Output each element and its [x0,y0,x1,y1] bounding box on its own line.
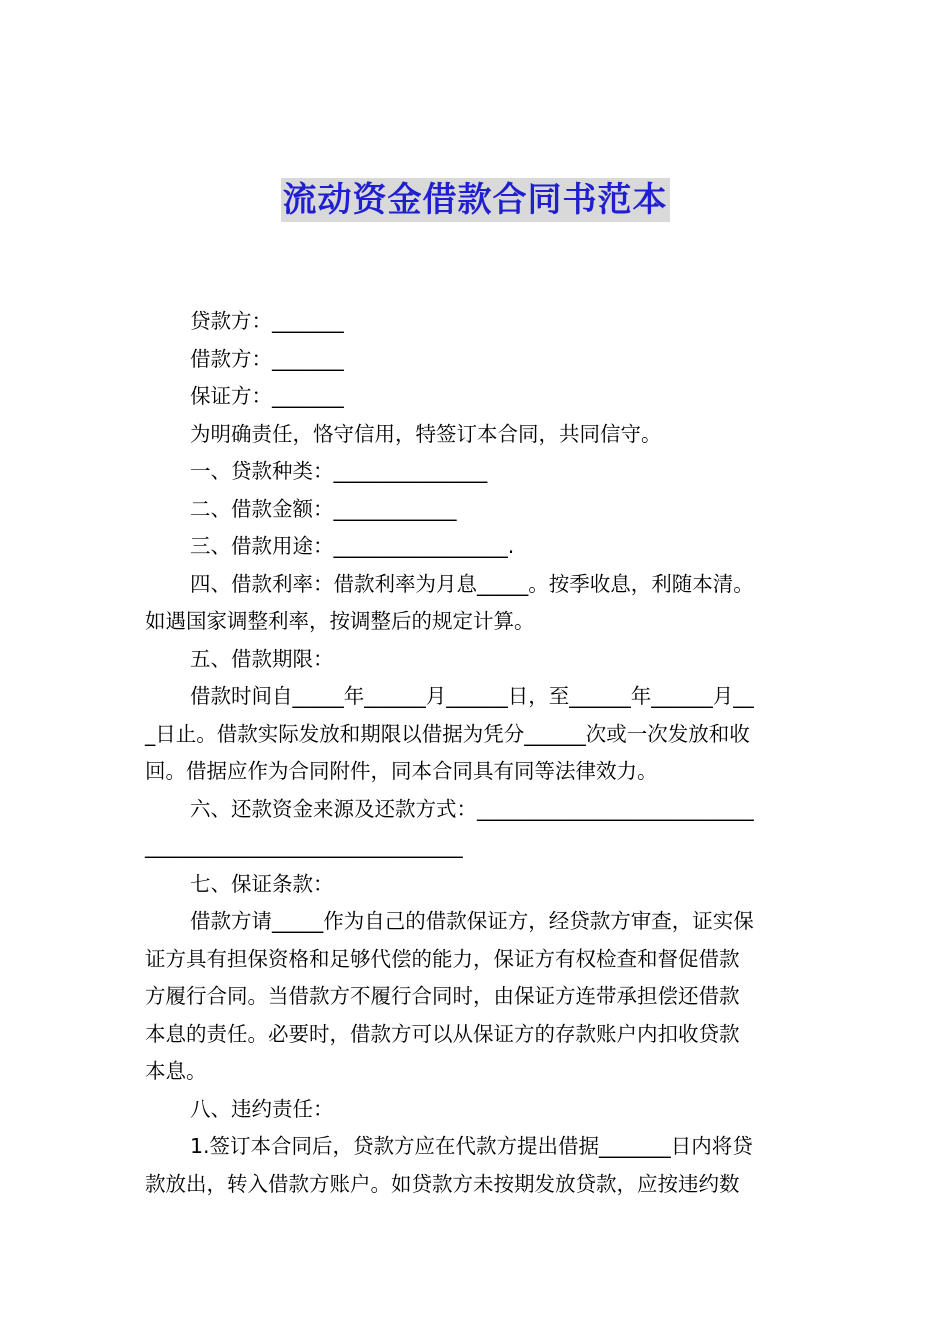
clause-7-guarantee-line-4: 本息的责任。必要时，借款方可以从保证方的存款账户内扣收贷款 [145,1021,740,1046]
clause-2-loan-amount: 二、借款金额：____________ [190,496,457,521]
clause-7-guarantee-line-5: 本息。 [145,1059,207,1083]
clause-5-term-line-2: _日止。借款实际发放和期限以借据为凭分______次或一次发放和收 [145,721,750,746]
clause-7-guarantee-line-2: 证方具有担保资格和足够代偿的能力，保证方有权检查和督促借款 [145,946,740,971]
clause-8-heading: 八、违约责任： [190,1096,334,1121]
clause-5-term-line-1: 借款时间自_____年______月______日，至______年______月__ [190,684,754,708]
clause-5-heading: 五、借款期限： [190,646,334,671]
clause-4-interest-line-2: 如遇国家调整利率，按调整后的规定计算。 [145,609,535,633]
clause-3-loan-purpose: 三、借款用途：_________________. [190,534,515,558]
clause-7-guarantee-line-1: 借款方请_____作为自己的借款保证方，经贷款方审查，证实保 [190,909,754,933]
clause-6-repayment-line-2: _______________________________ [145,834,463,858]
clause-7-guarantee-line-3: 方履行合同。当借款方不履行合同时，由保证方连带承担偿还借款 [145,984,740,1008]
clause-4-interest-line-1: 四、借款利率：借款利率为月息_____。按季收息，利随本清。 [190,571,754,596]
clause-5-term-line-3: 回。借据应作为合同附件，同本合同具有同等法律效力。 [145,759,658,783]
clause-6-repayment-line-1: 六、还款资金来源及还款方式：___________________________ [190,796,754,821]
clause-8-liability-line-2: 款放出，转入借款方账户。如贷款方未按期发放贷款，应按违约数 [145,1171,740,1196]
clause-7-heading: 七、保证条款： [190,871,334,896]
clause-8-liability-line-1: 1.签订本合同后，贷款方应在代款方提出借据_______日内将贷 [190,1134,753,1158]
party-borrower: 借款方：_______ [190,346,344,371]
clause-1-loan-type: 一、贷款种类：_______________ [190,459,488,483]
party-lender: 贷款方：_______ [190,309,344,333]
title-container [0,178,950,222]
preamble: 为明确责任，恪守信用，特签订本合同，共同信守。 [190,421,662,446]
document-title: 流动资金借款合同书范本 [282,180,668,220]
document-body [145,303,810,1203]
party-guarantor: 保证方：_______ [190,384,344,408]
